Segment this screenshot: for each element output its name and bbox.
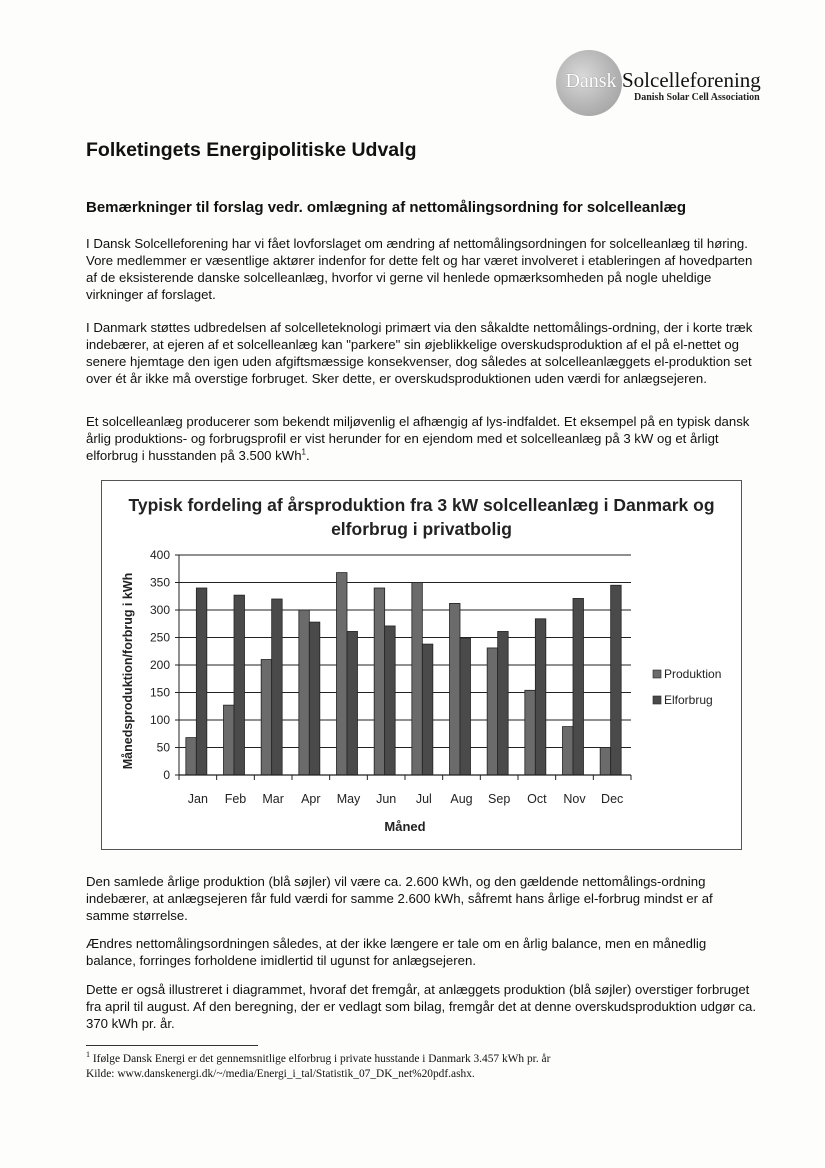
paragraph-5: Ændres nettomålingsordningen således, at der ikke længere er tale om en årlig balance, men en månedlig balance, forringes forholdene imidlertid til ugunst for anlægsejeren. — [86, 936, 707, 968]
dansk-solcelleforening-logo — [556, 50, 766, 116]
y-tick-label: 250 — [149, 630, 170, 645]
x-tick-label: Aug — [450, 792, 473, 806]
x-tick-label: Oct — [527, 792, 547, 806]
paragraph-6: Dette er også illustreret i diagrammet, hvoraf det fremgår, at anlæggets produktion (blå søjler) overstiger forbruget fra april til august. Af den beregning, der er vedlagt som bilag, fremgår det at denne overskudsproduktion udgør ca. 370 kWh pr. år. — [86, 982, 757, 1031]
produktion-bar — [261, 660, 272, 776]
footnote-reference: 1 — [301, 447, 306, 457]
footnote-marker: 1 — [86, 1050, 90, 1060]
y-tick-label: 150 — [149, 685, 170, 700]
elforbrug-bar — [535, 619, 546, 775]
paragraph-2: I Danmark støttes udbredelsen af solcelleteknologi primært via den såkaldte nettomålings-ordning, der i korte træk indebærer, at ejeren af et solcelleanlæg kan "parkere" sin øjeblikkelige overskudsproduktion af el på el-nettet og senere hjemtage den igen uden afgiftsmæssige konsekvenser, dog således at solcelleanlæggets el-produktion set over ét år ikke må overstige forbruget. Sker dette, er overskudsproduktionen uden værdi for anlægsejeren. — [86, 320, 753, 386]
x-tick-label: Dec — [601, 792, 624, 806]
chart-title: Typisk fordeling af årsproduktion fra 3 kW solcelleanlæg i Danmark og elforbrug i privatbolig — [128, 495, 715, 539]
elforbrug-bar — [196, 588, 207, 775]
produktion-bar — [299, 610, 310, 775]
x-tick-label: Jan — [187, 792, 208, 806]
paragraph-4: Den samlede årlige produktion (blå søjler) vil være ca. 2.600 kWh, og den gældende nettomålings-ordning indebærer, at anlægsejeren får fuld værdi for samme 2.600 kWh, såfremt hans årlige el-forbrug mindst er af samme størrelse. — [86, 874, 713, 923]
footnote-source: Kilde: www.danskenergi.dk/~/media/Energi_i_tal/Statistik_07_DK_net%20pdf.ashx. — [86, 1068, 475, 1080]
produktion-bar — [600, 748, 611, 776]
produktion-bar — [525, 690, 536, 775]
elforbrug-bar — [498, 631, 509, 775]
x-axis-title: Måned — [384, 819, 426, 834]
y-tick-label: 100 — [149, 713, 170, 727]
chart — [101, 480, 742, 850]
y-tick-label: 50 — [156, 740, 170, 755]
elforbrug-bar — [422, 644, 433, 775]
x-tick-label: Feb — [224, 792, 247, 806]
paragraph-3 — [86, 413, 758, 464]
paragraph-3-text: Et solcelleanlæg producerer som bekendt miljøvenlig el afhængig af lys-indfaldet. Et eksempel på en typisk dansk årlig produktions- og forbrugsprofil er vist herunder for en ejendom med et solcelleanlæg på 3 kW og et årligt elforbrug i husstanden på 3.500 kWh — [86, 414, 750, 463]
footnote — [86, 1052, 766, 1082]
produktion-bar — [412, 583, 423, 776]
y-tick-label: 350 — [149, 575, 170, 590]
elforbrug-bar — [234, 595, 245, 775]
paragraph-1: I Dansk Solcelleforening har vi fået lovforslaget om ændring af nettomålingsordningen for solcelleanlæg til høring. Vore medlemmer er væsentlige aktører indenfor for dette felt og har været involveret i etableringen af hovedparten af de eksisterende danske solcelleanlæg, hvorfor vi gerne vil henlede opmærksomheden på nogle uheldige virkninger af forslaget. — [86, 236, 753, 302]
produktion-bar — [337, 573, 348, 775]
produktion-bar — [374, 588, 385, 775]
x-tick-label: Sep — [488, 792, 511, 806]
x-tick-label: Jul — [415, 792, 432, 806]
x-tick-label: Mar — [262, 792, 284, 806]
elforbrug-bar — [611, 585, 622, 775]
produktion-bar — [563, 727, 574, 775]
elforbrug-bar — [573, 598, 584, 775]
y-tick-label: 300 — [149, 603, 170, 617]
y-tick-label: 400 — [149, 548, 170, 562]
produktion-bar — [487, 648, 498, 775]
legend-label-produktion: Produktion — [664, 667, 722, 681]
elforbrug-bar — [347, 631, 358, 775]
produktion-bar — [450, 603, 461, 775]
produktion-bar — [186, 738, 197, 775]
y-axis-title: Månedsproduktion/forbrug i kWh — [121, 572, 135, 770]
logo-name: Solcelleforening — [622, 68, 761, 92]
y-tick-label: 200 — [149, 658, 170, 672]
logo-subtitle: Danish Solar Cell Association — [634, 92, 760, 103]
footnote-divider — [86, 1045, 258, 1046]
x-tick-label: May — [336, 792, 361, 806]
document-title: Folketingets Energipolitiske Udvalg — [86, 139, 417, 161]
logo-dansk-text: Dansk — [565, 70, 617, 92]
x-tick-label: Nov — [563, 792, 586, 806]
y-tick-label: 0 — [163, 768, 170, 782]
x-tick-label: Apr — [301, 792, 321, 806]
produktion-bar — [224, 705, 235, 775]
chart-plot — [102, 481, 741, 849]
footnote-line-1 — [86, 1052, 766, 1067]
paragraph-3-end: . — [306, 448, 310, 463]
x-tick-label: Jun — [376, 792, 397, 806]
document-subtitle: Bemærkninger til forslag vedr. omlægning af nettomålingsordning for solcelleanlæg — [86, 199, 687, 216]
legend-swatch — [653, 696, 661, 704]
legend-swatch — [653, 670, 661, 678]
elforbrug-bar — [272, 599, 283, 775]
legend-label-elforbrug: Elforbrug — [664, 693, 713, 707]
elforbrug-bar — [385, 626, 396, 775]
elforbrug-bar — [309, 622, 320, 775]
footnote-text: Ifølge Dansk Energi er det gennemsnitlige elforbrug i private husstande i Danmark 3.457 kWh pr. år — [92, 1053, 551, 1065]
elforbrug-bar — [460, 638, 471, 775]
